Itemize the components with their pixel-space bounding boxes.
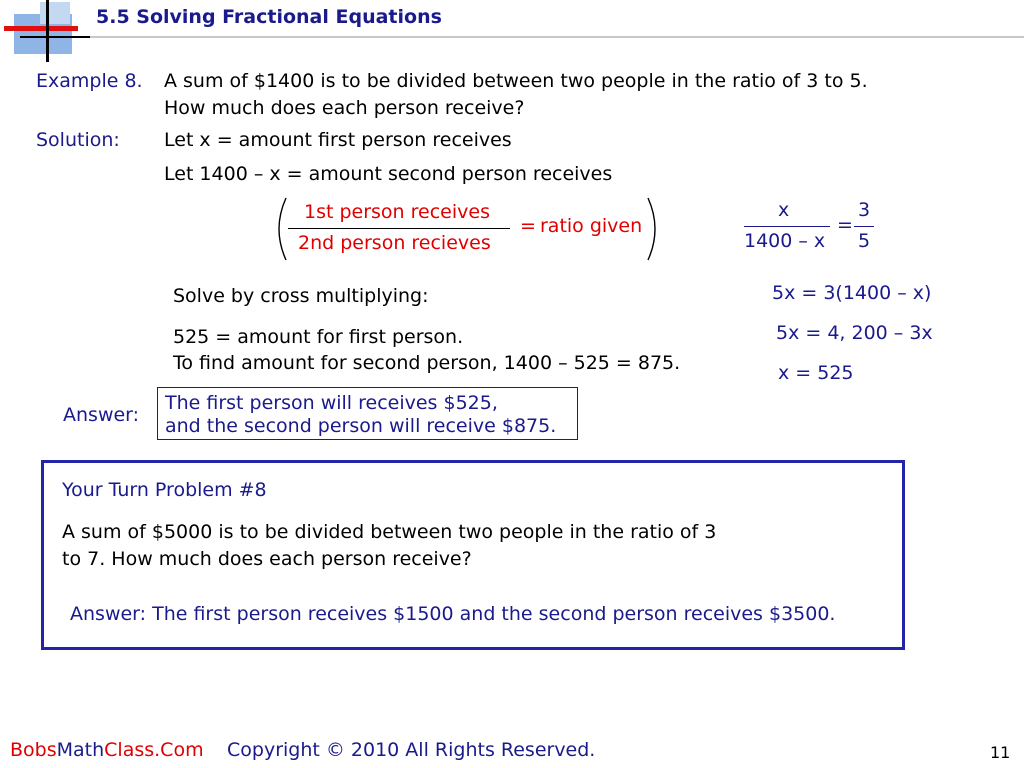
answer-line-1: The first person will receives $525, <box>165 392 498 414</box>
your-turn-line-2: to 7. How much does each person receive? <box>62 548 472 570</box>
example-line-1: A sum of $1400 is to be divided between two people in the ratio of 3 to 5. <box>164 70 868 92</box>
logo-graphic <box>0 0 92 62</box>
ratio-formula <box>270 196 662 262</box>
equation-lhs-bar <box>744 226 830 227</box>
brand-class: Class.Com <box>104 739 204 761</box>
brand-bobs: Bobs <box>10 739 57 761</box>
your-turn-answer: Answer: The first person receives $1500 and the second person receives $3500. <box>70 603 836 625</box>
result-line-2: To find amount for second person, 1400 – 525 = 875. <box>173 352 681 374</box>
step-3: x = 525 <box>778 362 854 384</box>
result-line-1: 525 = amount for first person. <box>173 326 464 348</box>
brand-math: Math <box>56 739 105 761</box>
equation-rhs-numerator: 3 <box>858 199 871 221</box>
ratio-fraction-bar <box>288 228 510 229</box>
solution-label: Solution: <box>36 129 120 151</box>
your-turn-heading: Your Turn Problem #8 <box>62 479 267 501</box>
step-1: 5x = 3(1400 – x) <box>772 282 932 304</box>
footer-brand <box>10 739 204 761</box>
left-paren <box>270 196 290 262</box>
your-turn-line-1: A sum of $5000 is to be divided between two people in the ratio of 3 <box>62 521 717 543</box>
step-2: 5x = 4, 200 – 3x <box>776 322 933 344</box>
equation-rhs-bar <box>854 226 874 227</box>
footer-copyright: Copyright © 2010 All Rights Reserved. <box>227 739 596 761</box>
equation-lhs-denominator: 1400 – x <box>744 230 826 252</box>
title-divider <box>90 36 1024 38</box>
solution-let-1: Let x = amount first person receives <box>164 129 512 151</box>
ratio-equals: = <box>520 215 536 237</box>
ratio-numerator: 1st person receives <box>304 201 490 223</box>
equation-rhs-denominator: 5 <box>858 230 871 252</box>
answer-line-2: and the second person will receive $875. <box>165 415 557 437</box>
equation-equals: = <box>837 214 853 236</box>
solution-let-2: Let 1400 – x = amount second person receives <box>164 163 613 185</box>
page-number: 11 <box>990 743 1011 762</box>
main-equation <box>740 196 890 258</box>
example-line-2: How much does each person receive? <box>164 97 525 119</box>
answer-label: Answer: <box>63 404 140 426</box>
example-label: Example 8. <box>36 70 143 92</box>
cross-multiply-text: Solve by cross multiplying: <box>173 285 429 307</box>
ratio-rhs: ratio given <box>540 215 643 237</box>
right-paren <box>644 196 664 262</box>
ratio-denominator: 2nd person recieves <box>298 232 491 254</box>
slide-title: 5.5 Solving Fractional Equations <box>96 6 442 28</box>
equation-lhs-numerator: x <box>778 199 790 221</box>
